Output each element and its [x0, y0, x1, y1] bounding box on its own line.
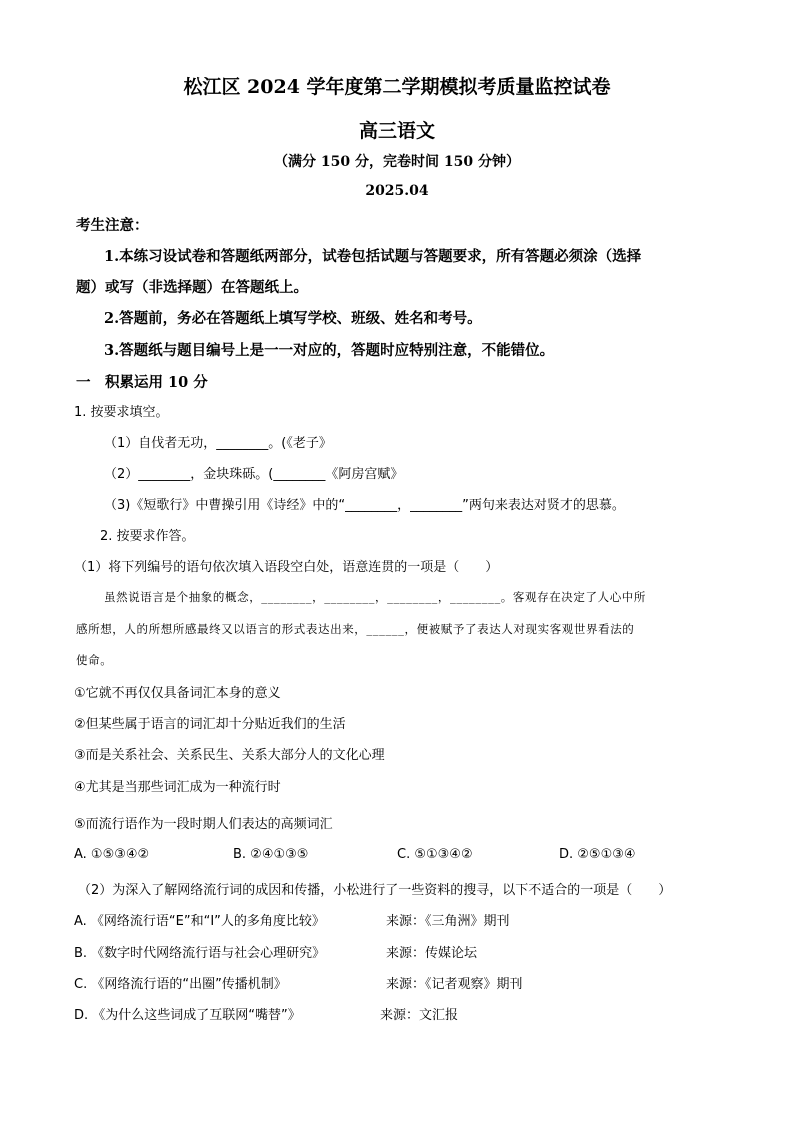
source-b-title: B. 《数字时代网络流行语与社会心理研究》 — [74, 946, 326, 961]
source-d-title: D. 《为什么这些词成了互联网“嘴替”》 — [74, 1008, 301, 1023]
list-item: ②但某些属于语言的词汇却十分贴近我们的生活 — [74, 717, 346, 732]
question-2-stem: 2. 按要求作答。 — [100, 529, 195, 544]
notice-item-2: 2.答题前，务必在答题纸上填写学校、班级、姓名和考号。 — [104, 310, 482, 327]
passage-line-3: 使命。 — [76, 653, 113, 667]
exam-subject: 高三语文 — [358, 120, 435, 142]
exam-title: 松江区 2024 学年度第二学期模拟考质量监控试卷 — [183, 76, 611, 98]
list-item: ⑤而流行语作为一段时期人们表达的高频词汇 — [74, 817, 333, 832]
option-c: C. ⑤①③④② — [397, 847, 473, 862]
notice-item-1-line-2: 题）或写（非选择题）在答题纸上。 — [76, 279, 308, 296]
list-item: ①它就不再仅仅具备词汇本身的意义 — [74, 686, 281, 701]
source-d-source: 来源：文汇报 — [380, 1008, 459, 1023]
option-d: D. ②⑤①③④ — [559, 847, 636, 862]
notice-heading: 考生注意： — [76, 217, 149, 234]
option-a: A. ①⑤③④② — [74, 847, 150, 862]
notice-item-3: 3.答题纸与题目编号上是一一对应的，答题时应特别注意，不能错位。 — [104, 342, 555, 359]
source-a-source: 来源：《三角洲》期刊 — [386, 914, 510, 929]
source-a-title: A. 《网络流行语“E”和“I”人的多角度比较》 — [74, 914, 325, 929]
source-c-source: 来源：《记者观察》期刊 — [386, 977, 523, 992]
question-1-stem: 1. 按要求填空。 — [74, 405, 169, 420]
notice-item-1-line-1: 1.本练习设试卷和答题纸两部分，试卷包括试题与答题要求，所有答题必须涂（选择 — [104, 248, 642, 265]
passage-line-2: 感所想，人的所想所感最终又以语言的形式表达出来，______，便被赋予了表达人对现实客观世界看法的 — [76, 622, 635, 636]
option-b: B. ②④①③⑤ — [233, 847, 309, 862]
passage-line-1: 虽然说语言是个抽象的概念，________，________，________，________。客观存在决定了人心中所 — [104, 590, 646, 604]
list-item: ③而是关系社会、关系民生、关系大部分人的文化心理 — [74, 748, 385, 763]
question-2-sub-2-stem: （2）为深入了解网络流行词的成因和传播，小松进行了一些资料的搜寻，以下不适合的一项是（ ） — [78, 883, 672, 898]
source-c-title: C. 《网络流行语的“出圈”传播机制》 — [74, 977, 287, 992]
question-1-sub-3: （3)《短歌行》中曹操引用《诗经》中的“________，________”两句来表达对贤才的思慕。 — [104, 498, 625, 513]
question-2-sub-1-stem: （1）将下列编号的语句依次填入语段空白处，语意连贯的一项是（ ） — [74, 560, 499, 575]
question-1-sub-2: （2）________，金块珠砾。(________《阿房宫赋》 — [104, 467, 404, 482]
section-heading: 一 积累运用 10 分 — [76, 374, 208, 391]
question-1-sub-1: （1）自伐者无功，________。(《老子》 — [104, 436, 332, 451]
list-item: ④尤其是当那些词汇成为一种流行时 — [74, 780, 281, 795]
score-time-note: （满分 150 分，完卷时间 150 分钟） — [274, 154, 520, 170]
exam-date: 2025.04 — [365, 183, 429, 199]
source-b-source: 来源：传媒论坛 — [386, 946, 478, 961]
